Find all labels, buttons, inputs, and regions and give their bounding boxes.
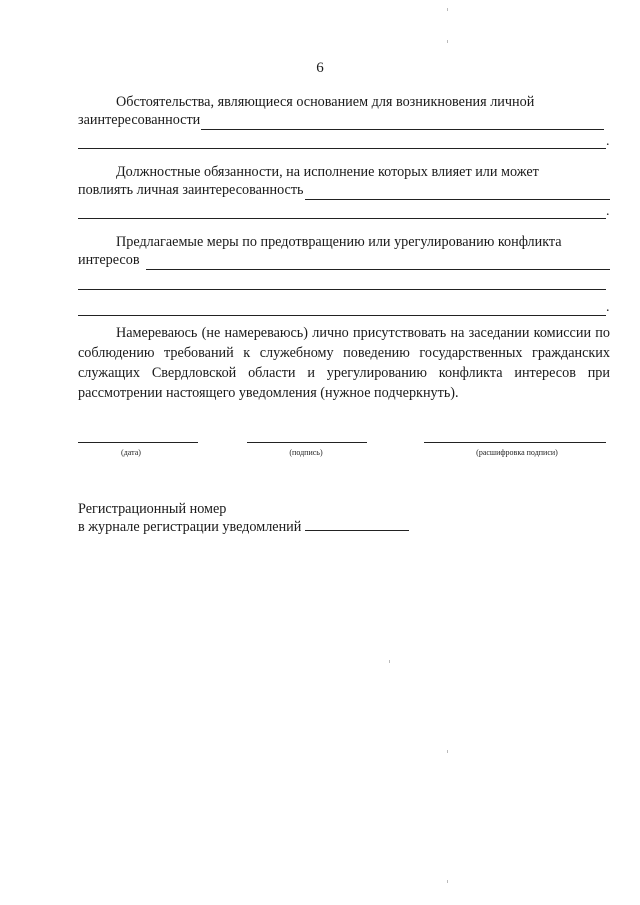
circumstances-label: заинтересованности: [78, 112, 201, 128]
date-caption: (дата): [121, 448, 141, 457]
circumstances-underline: [201, 115, 604, 130]
date-line[interactable]: [78, 442, 198, 443]
attendance-text: Намереваюсь (не намереваюсь) лично присутствовать на заседании комиссии по соблюдению требований к служебному поведению государственных гражданских служащих Свердловской области и урегулированию конфликта интересов при рассмотрении настоящего уведомления (нужное подчеркнуть).: [78, 325, 610, 401]
circumstances-field[interactable]: [78, 110, 610, 130]
duties-text: Должностные обязанности, на исполнение которых влияет или может: [116, 164, 539, 180]
measures-period: .: [606, 300, 610, 315]
registration-number-field[interactable]: [305, 518, 409, 531]
duties-continuation-line[interactable]: [78, 218, 606, 219]
registration-row: [78, 517, 409, 537]
registration-label-line2: в журнале регистрации уведомлений: [78, 519, 302, 535]
duties-field[interactable]: [78, 180, 610, 200]
signature-caption: (подпись): [289, 448, 323, 457]
signature-decode-caption: (расшифровка подписи): [476, 448, 558, 457]
signature-line[interactable]: [247, 442, 367, 443]
scan-mark: [447, 40, 448, 43]
scan-mark: [389, 660, 390, 663]
scan-mark: [447, 8, 448, 11]
measures-continuation-line-1[interactable]: [78, 289, 606, 290]
signature-decode-line[interactable]: [424, 442, 606, 443]
registration-label-line1: Регистрационный номер: [78, 501, 227, 517]
duties-period: .: [606, 204, 610, 219]
scan-mark: [447, 750, 448, 753]
measures-text: Предлагаемые меры по предотвращению или урегулированию конфликта: [116, 234, 562, 250]
scan-mark: [447, 880, 448, 883]
duties-underline: [305, 185, 610, 200]
circumstances-continuation-line[interactable]: [78, 148, 606, 149]
measures-label: интересов: [78, 252, 140, 268]
circumstances-text: Обстоятельства, являющиеся основанием для возникновения личной: [116, 94, 535, 110]
circumstances-period: .: [606, 134, 610, 149]
measures-underline: [146, 255, 610, 270]
page-number: 6: [316, 60, 324, 76]
duties-label: повлиять личная заинтересованность: [78, 182, 304, 198]
measures-continuation-line-2[interactable]: [78, 315, 606, 316]
measures-field[interactable]: [78, 250, 610, 270]
